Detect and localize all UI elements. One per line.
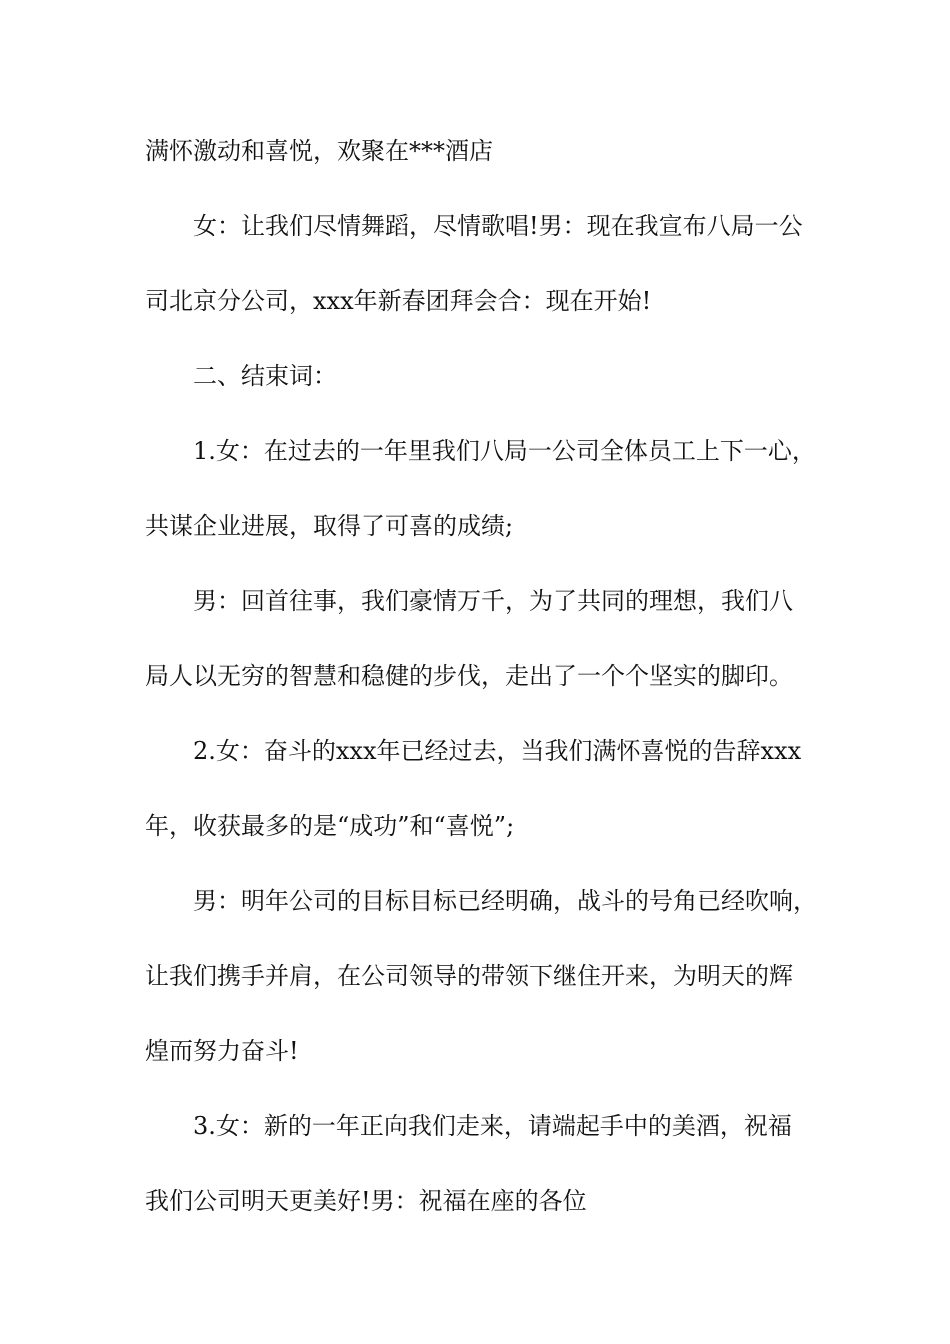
text-line: 男：明年公司的目标目标已经明确，战斗的号角已经吹响， — [193, 887, 817, 915]
text-line: 共谋企业进展，取得了可喜的成绩; — [145, 512, 514, 540]
text-line: 让我们携手并肩，在公司领导的带领下继住开来，为明天的辉 — [145, 962, 793, 990]
text-line: 局人以无穷的智慧和稳健的步伐，走出了一个个坚实的脚印。 — [145, 662, 793, 690]
text-line: 司北京分公司，xxx年新春团拜会合：现在开始! — [145, 287, 652, 315]
text-line: 2.女：奋斗的xxx年已经过去，当我们满怀喜悦的告辞xxx — [193, 737, 802, 765]
text-line: 女：让我们尽情舞蹈，尽情歌唱!男：现在我宣布八局一公 — [193, 212, 803, 240]
text-line: 我们公司明天更美好!男：祝福在座的各位 — [145, 1187, 587, 1215]
section-heading: 二、结束词： — [193, 362, 337, 390]
text-line: 3.女：新的一年正向我们走来，请端起手中的美酒，祝福 — [193, 1112, 792, 1140]
text-line: 男：回首往事，我们豪情万千，为了共同的理想，我们八 — [193, 587, 793, 615]
text-line: 煌而努力奋斗! — [145, 1037, 299, 1065]
text-line: 年，收获最多的是“成功”和“喜悦”; — [145, 812, 515, 840]
text-line: 1.女：在过去的一年里我们八局一公司全体员工上下一心， — [193, 437, 816, 465]
text-line: 满怀激动和喜悦，欢聚在***酒店 — [145, 137, 493, 165]
